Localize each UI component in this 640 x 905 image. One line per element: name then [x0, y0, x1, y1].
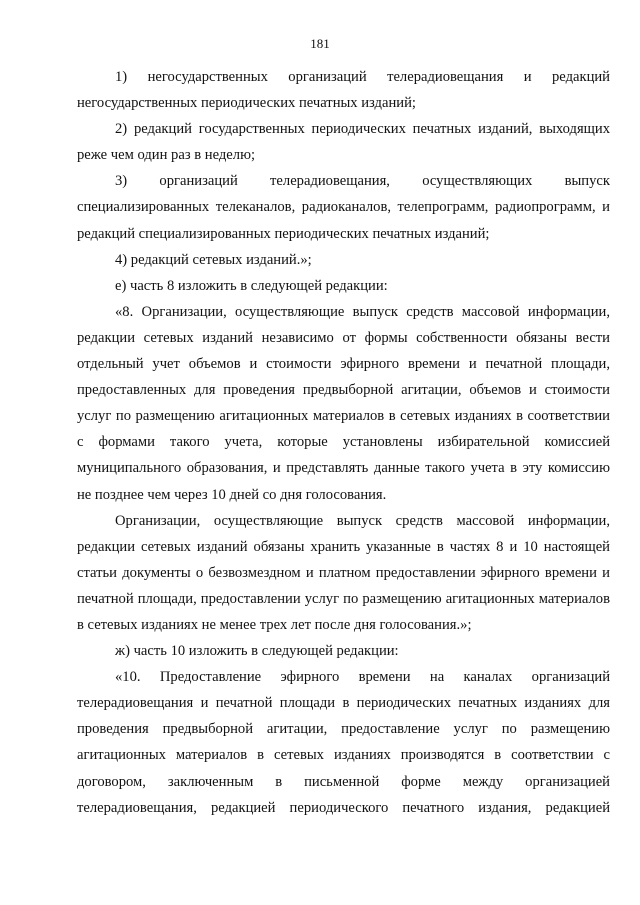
document-body: [77, 64, 610, 821]
paragraph-item-2: 2) редакций государственных периодических печатных изданий, выходящих реже чем один раз в неделю;: [77, 121, 610, 164]
paragraph-item-1: 1) негосударственных организаций телерадиовещания и редакций негосударственных периодических печатных изданий;: [77, 69, 610, 112]
paragraph-item-4: 4) редакций сетевых изданий.»;: [115, 251, 312, 268]
paragraph-part-8-text-2: Организации, осуществляющие выпуск средств массовой информации, редакции сетевых изданий обязаны хранить указанные в частях 8 и 10 настоящей статьи документы о безвозмездном и платном предоставлении эфирного времени и печатной площади, предоставлении услуг по размещению агитационных материалов в сетевых изданиях не менее трех лет после дня голосования.»;: [77, 512, 610, 633]
paragraph-part-10-heading: ж) часть 10 изложить в следующей редакции:: [115, 643, 399, 660]
paragraph-part-8-heading: е) часть 8 изложить в следующей редакции:: [115, 277, 388, 294]
paragraph-part-8-text: «8. Организации, осуществляющие выпуск средств массовой информации, редакции сетевых изданий независимо от формы собственности обязаны вести отдельный учет объемов и стоимости эфирного времени и печатной площади, предоставленных для проведения предвыборной агитации, объемов и стоимости услуг по размещению агитационных материалов в сетевых изданиях в соответствии с формами такого учета, которые установлены избирательной комиссией муниципального образования, и представлять данные такого учета в эту комиссию не позднее чем через 10 дней со дня голосования.: [77, 303, 610, 503]
paragraph-part-10-text: «10. Предоставление эфирного времени на каналах организаций телерадиовещания и печатной площади в периодических печатных изданиях для проведения предвыборной агитации, предоставление услуг по размещению агитационных материалов в сетевых изданиях производятся в соответствии с договором, заключенным в письменной форме между организацией телерадиовещания, редакцией периодического печатного издания, редакцией: [77, 669, 610, 816]
page-number: 181: [310, 36, 330, 51]
paragraph-item-3: 3) организаций телерадиовещания, осуществляющих выпуск специализированных телеканалов, радиоканалов, телепрограмм, радиопрограмм, и редакций специализированных периодических печатных изданий;: [77, 173, 610, 242]
